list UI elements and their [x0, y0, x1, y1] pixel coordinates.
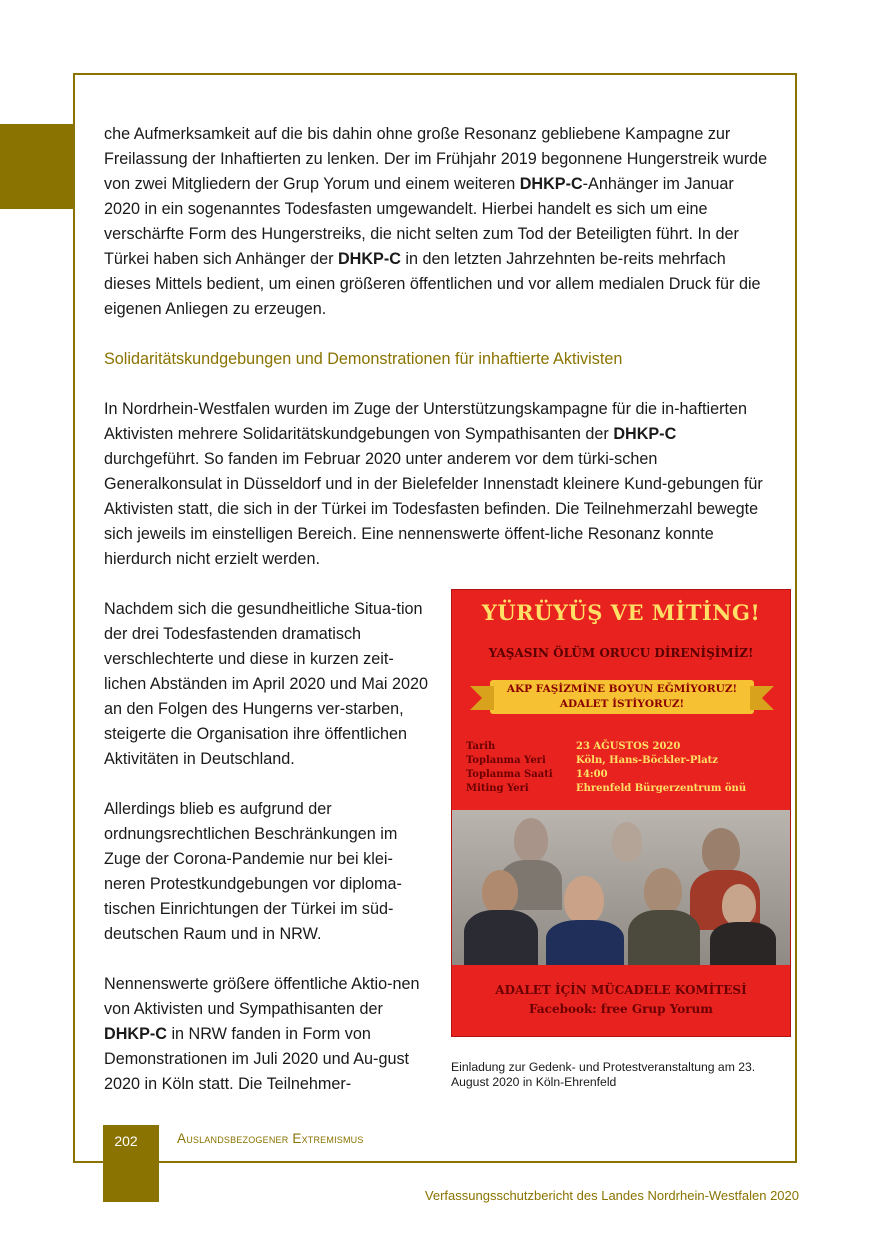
- poster-info-value: 23 AĞUSTOS 2020: [576, 741, 681, 752]
- poster-organizer: ADALET İÇİN MÜCADELE KOMİTESİ: [495, 983, 747, 997]
- poster-info-row: [466, 754, 781, 768]
- text-run: che Aufmerksamkeit auf die bis dahin ohne große Resonanz gebliebene Kampagne zur Freilassung der Inhaftierten zu lenken. Der im Frühjahr 2019 begonnene Hungerstreik wurde von zwei Mitgliedern der Grup Yorum und einem weiteren: [104, 125, 768, 193]
- portrait-face: [644, 868, 682, 914]
- text-run: in NRW fanden in Form von Demonstrationen im Juli 2020 und Au-gust 2020 in Köln statt. Die Teilnehmer-: [104, 1025, 410, 1093]
- page-number-box: [103, 1125, 159, 1202]
- portrait-face: [564, 876, 604, 924]
- bold-term: DHKP-C: [337, 250, 401, 268]
- poster-title: YÜRÜYÜŞ VE MİTİNG!: [481, 600, 761, 625]
- poster-info-row: [466, 768, 781, 782]
- portrait-face: [722, 884, 756, 926]
- portrait-body: [628, 910, 700, 965]
- poster-info-key: Toplanma Saati: [466, 769, 553, 780]
- bold-term: DHKP-C: [613, 425, 677, 443]
- text-run: Nachdem sich die gesundheitliche Situa-tion der drei Todesfastenden dramatisch verschlechterte und diese in kurzen zeit-lichen Abständen im April 2020 und Mai 2020 an den Folgen des Hungerns ver-starben, steigerte die Organisation ihre öffentlichen Aktivitäten in Deutschland.: [104, 600, 428, 768]
- poster-photo-collage: [452, 810, 791, 965]
- event-poster: [451, 589, 791, 1037]
- portrait-face: [612, 822, 642, 862]
- portrait-face: [702, 828, 740, 874]
- section-heading: Solidaritätskundgebungen und Demonstrationen für inhaftierte Aktivisten: [104, 350, 623, 368]
- side-tab-marker: [0, 124, 75, 209]
- text-run: Allerdings blieb es aufgrund der ordnungsrechtlichen Beschränkungen im Zuge der Corona-Pandemie nur bei klei-neren Protestkundgebungen vor diploma-tischen Einrichtungen der Türkei im süd-deutschen Raum und in NRW.: [104, 800, 402, 943]
- poster-info-key: Miting Yeri: [466, 783, 529, 794]
- text-run: Nennenswerte größere öffentliche Aktio-nen von Aktivisten und Sympathisanten der: [104, 975, 420, 1018]
- poster-subtitle: YAŞASIN ÖLÜM ORUCU DİRENİŞİMİZ!: [488, 646, 754, 660]
- text-run: -Anhänger im Januar 2020 in ein sogenanntes Todesfasten umgewandelt. Hierbei handelt es sich um eine verschärfte Form des Hungerstreiks, die nicht selten zum Tod der Beteiligten führt. In der Türkei haben sich Anhänger der: [104, 175, 739, 268]
- poster-facebook: Facebook: free Grup Yorum: [529, 1002, 713, 1016]
- poster-banner-line-1: AKP FAŞİZMİNE BOYUN EĞMİYORUZ!: [506, 683, 738, 695]
- running-section-title: Auslandsbezogener Extremismus: [177, 1131, 364, 1146]
- paragraph-3: [104, 597, 429, 772]
- poster-info-value: 14:00: [576, 769, 608, 780]
- portrait-face: [482, 870, 518, 914]
- poster-info-row: [466, 740, 781, 754]
- poster-info-value: Köln, Hans-Böckler-Platz: [576, 755, 718, 766]
- text-run: in den letzten Jahrzehnten be-reits mehrfach dieses Mittels bedient, um einen größeren öffentlichen und vor allem medialen Druck für die eigenen Anliegen zu erzeugen.: [104, 250, 761, 318]
- page-number: 202: [114, 1133, 138, 1149]
- text-run: In Nordrhein-Westfalen wurden im Zuge der Unterstützungskampagne für die in-haftierten Aktivisten mehrere Solidaritätskundgebungen von Sympathisanten der: [104, 400, 748, 443]
- poster-info-value: Ehrenfeld Bürgerzentrum önü: [576, 783, 747, 794]
- portrait-body: [710, 922, 776, 965]
- text-run: durchgeführt. So fanden im Februar 2020 unter anderem vor dem türki-schen Generalkonsulat in Düsseldorf und in der Bielefelder Innenstadt kleinere Kund-gebungen für Aktivisten statt, die sich in der Türkei im Todesfasten befinden. Die Teilnehmerzahl bewegte sich jeweils im einstelligen Bereich. Eine nennenswerte öffent-liche Resonanz konnte hierdurch nicht erzielt werden.: [104, 450, 763, 568]
- portrait-body: [546, 920, 624, 965]
- bold-term: DHKP-C: [519, 175, 583, 193]
- paragraph-4: [104, 797, 429, 947]
- poster-info-row: [466, 782, 781, 796]
- poster-info-key: Toplanma Yeri: [466, 755, 546, 766]
- poster-banner-line-2: ADALET İSTİYORUZ!: [559, 698, 685, 710]
- paragraph-5: [104, 972, 429, 1097]
- paragraph-1: [104, 122, 774, 322]
- image-caption: Einladung zur Gedenk- und Protestveranstaltung am 23. August 2020 in Köln-Ehrenfeld: [451, 1060, 756, 1089]
- poster-info-key: Tarih: [466, 741, 496, 752]
- poster-banner: [490, 680, 754, 714]
- report-title: Verfassungsschutzbericht des Landes Nordrhein-Westfalen 2020: [424, 1188, 799, 1203]
- portrait-face: [514, 818, 548, 862]
- bold-term: DHKP-C: [104, 1025, 167, 1043]
- paragraph-2: [104, 397, 774, 572]
- portrait-body: [464, 910, 538, 965]
- poster-info: [466, 740, 781, 796]
